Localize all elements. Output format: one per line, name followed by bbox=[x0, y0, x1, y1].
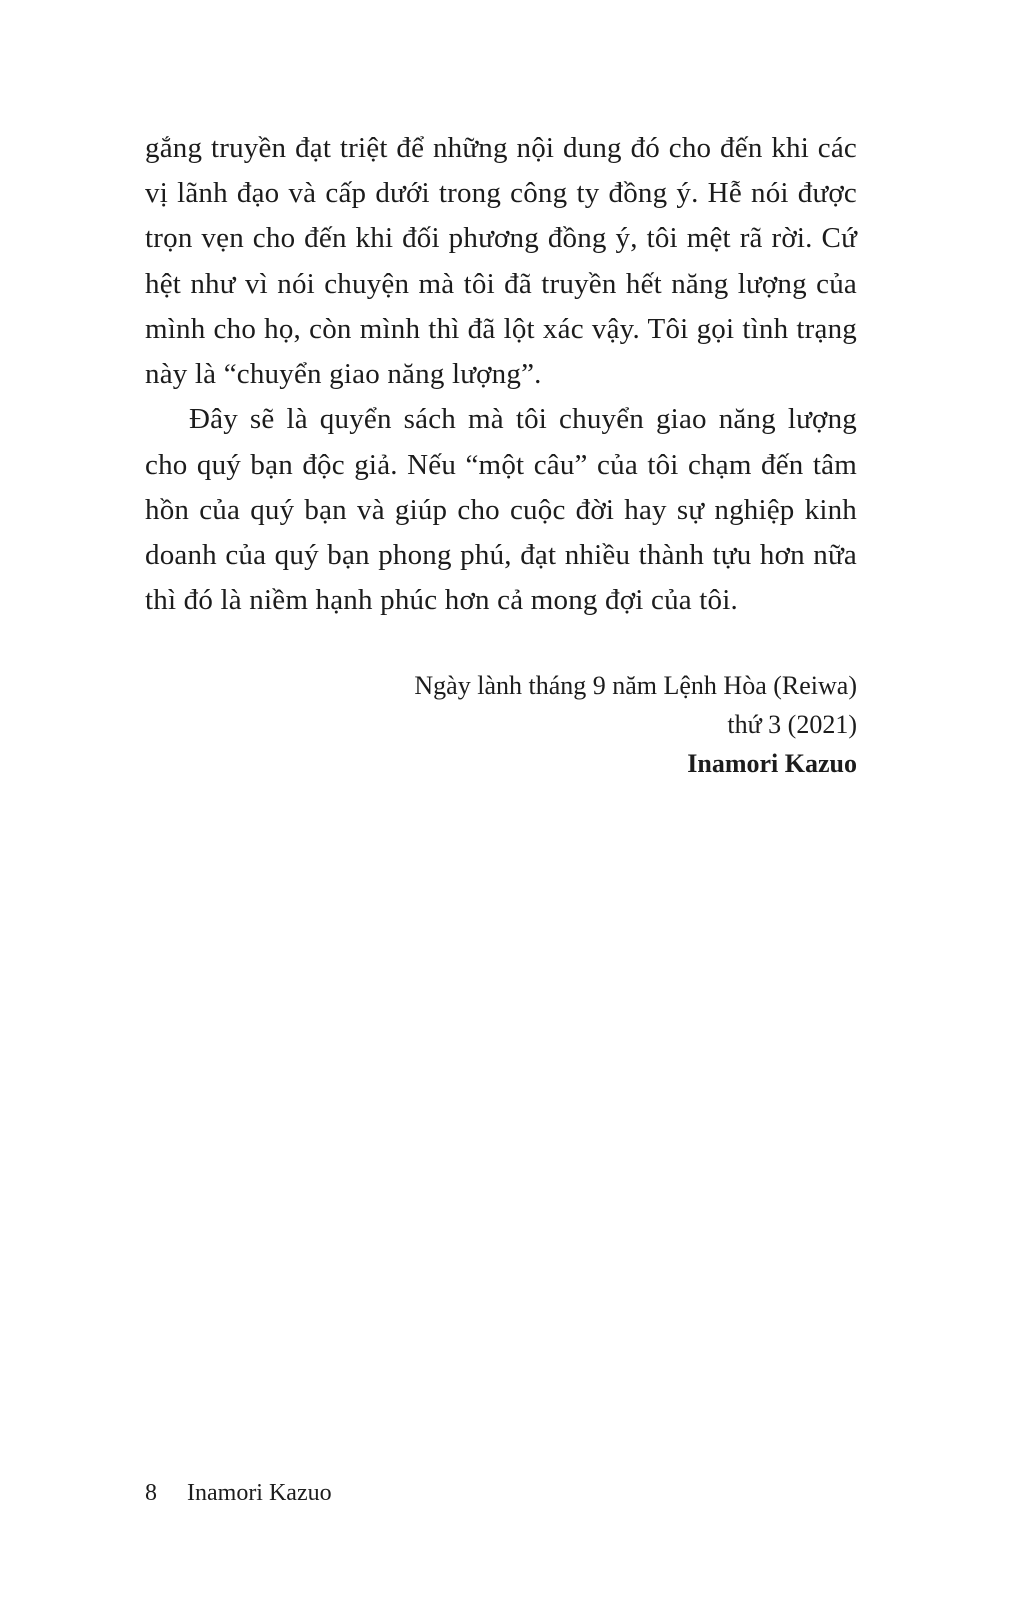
paragraph-closing: Đây sẽ là quyển sách mà tôi chuyển giao năng lượng cho quý bạn độc giả. Nếu “một câu” của tôi chạm đến tâm hồn của quý bạn và giúp cho cuộc đời hay sự nghiệp kinh doanh của quý bạn phong phú, đạt nhiều thành tựu hơn nữa thì đó là niềm hạnh phúc hơn cả mong đợi của tôi. bbox=[145, 403, 857, 617]
signature-author-name: Inamori Kazuo bbox=[687, 748, 857, 778]
signature-date-line: Ngày lành tháng 9 năm Lệnh Hòa (Reiwa) bbox=[414, 670, 857, 700]
paragraph-continuation: gắng truyền đạt triệt để những nội dung đó cho đến khi các vị lãnh đạo và cấp dưới trong công ty đồng ý. Hễ nói được trọn vẹn cho đến khi đối phương đồng ý, tôi mệt rã rời. Cứ hệt như vì nói chuyện mà tôi đã truyền hết năng lượng của mình cho họ, còn mình thì đã lột xác vậy. Tôi gọi tình trạng này là “chuyển giao năng lượng”. bbox=[145, 132, 857, 391]
running-title: Inamori Kazuo bbox=[187, 1480, 332, 1506]
page-number: 8 bbox=[145, 1480, 157, 1506]
page-body-text bbox=[145, 126, 857, 783]
signature-year-line: thứ 3 (2021) bbox=[727, 709, 857, 739]
page-footer bbox=[145, 1480, 332, 1507]
signature-block bbox=[145, 666, 857, 783]
